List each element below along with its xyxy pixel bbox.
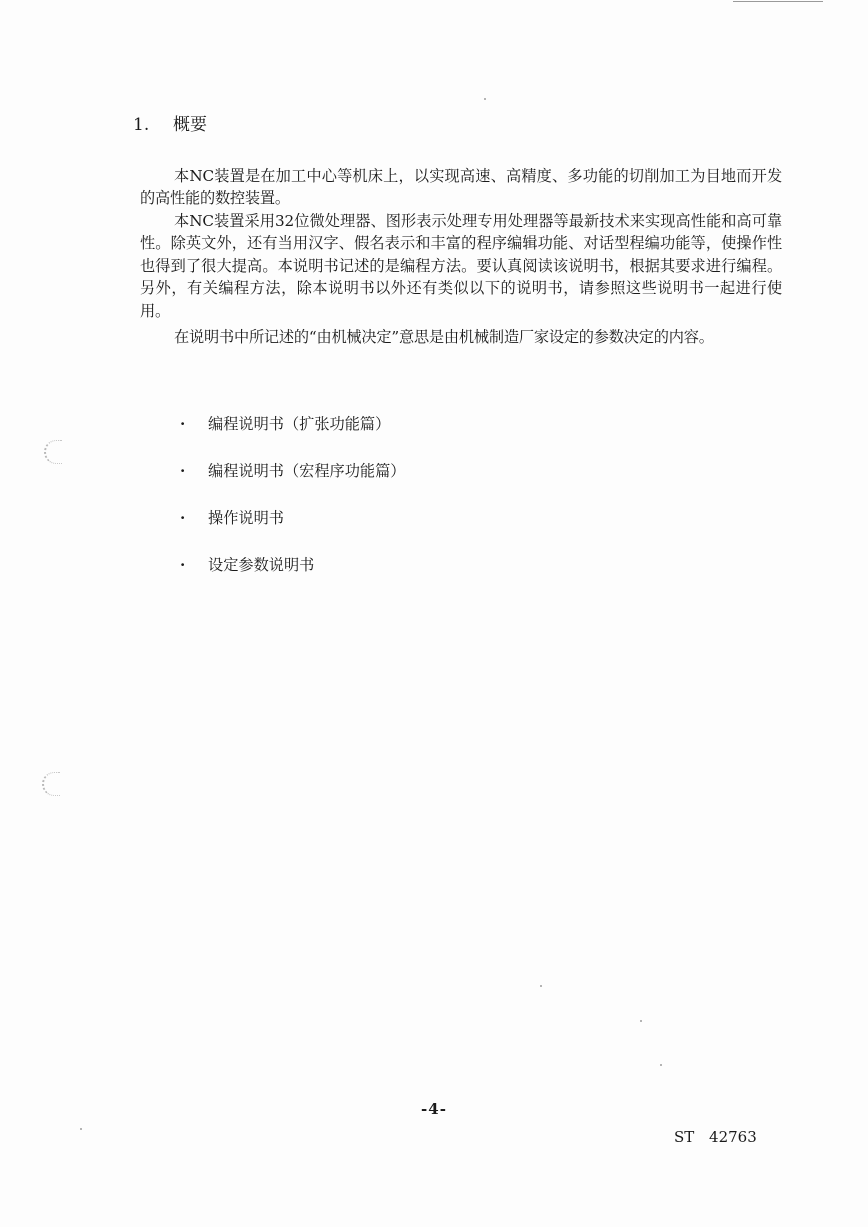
bullet-icon: · bbox=[180, 462, 186, 480]
reference-manual-label: 设定参数说明书 bbox=[208, 556, 315, 574]
document-id: ST 42763 bbox=[674, 1128, 757, 1146]
section-heading bbox=[133, 114, 207, 136]
list-item bbox=[180, 413, 405, 460]
binder-hole-mark bbox=[42, 772, 60, 796]
reference-manual-list bbox=[180, 413, 405, 601]
scan-speck bbox=[540, 985, 542, 987]
reference-manual-label: 编程说明书（扩张功能篇） bbox=[208, 415, 391, 433]
list-item bbox=[180, 554, 405, 601]
reference-manual-label: 编程说明书（宏程序功能篇） bbox=[208, 462, 406, 480]
body-paragraph-note: 在说明书中所记述的“由机械决定”意思是由机械制造厂家设定的参数决定的内容。 bbox=[174, 328, 714, 346]
page-number: -4- bbox=[421, 1100, 447, 1118]
scan-speck bbox=[80, 1128, 82, 1130]
scan-speck bbox=[640, 1020, 642, 1022]
scan-edge-rule bbox=[733, 1, 823, 2]
bullet-icon: · bbox=[180, 509, 186, 527]
section-number: 1. bbox=[133, 115, 150, 135]
list-item bbox=[180, 507, 405, 554]
body-paragraph-purpose: 本NC装置是在加工中心等机床上，以实现高速、高精度、多功能的切削加工为目地而开发的高性能的数控装置。 bbox=[140, 167, 782, 208]
binder-hole-mark bbox=[44, 440, 62, 464]
body-paragraph-features: 本NC装置采用32位微处理器、图形表示处理专用处理器等最新技术来实现高性能和高可靠性。除英文外，还有当用汉字、假名表示和丰富的程序编辑功能、对话型程编功能等，使操作性也得到了很大提高。本说明书记述的是编程方法。要认真阅读该说明书，根据其要求进行编程。另外，有关编程方法，除本说明书以外还有类似以下的说明书，请参照这些说明书一起进行使用。 bbox=[140, 212, 782, 320]
scan-speck bbox=[484, 98, 486, 100]
section-title: 概要 bbox=[173, 115, 207, 135]
list-item bbox=[180, 460, 405, 507]
reference-manual-label: 操作说明书 bbox=[208, 509, 284, 527]
scan-speck bbox=[660, 1064, 662, 1066]
bullet-icon: · bbox=[180, 415, 186, 433]
bullet-icon: · bbox=[180, 556, 186, 574]
